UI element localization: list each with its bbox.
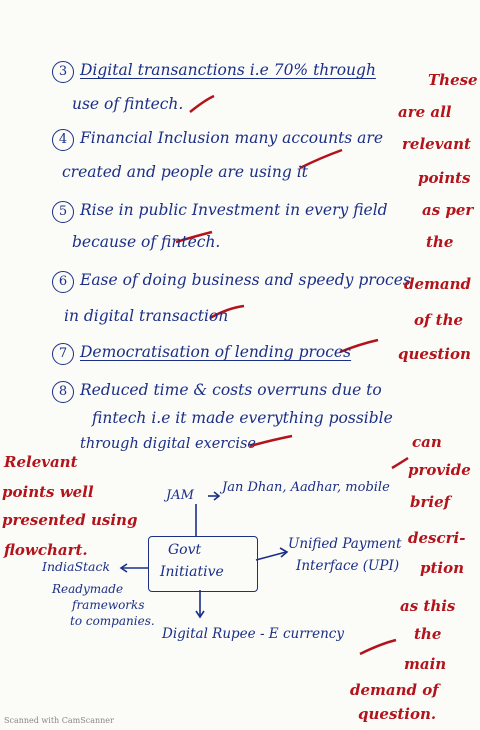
flowchart-top-expansion: Jan Dhan, Aadhar, mobile [222,480,390,495]
flowchart-left-label-3: frameworks [72,598,145,612]
point-8-line-2: fintech i.e it made everything possible [92,409,393,427]
flowchart-left-label-1: IndiaStack [42,559,111,574]
flowchart-left-label-2: Readymade [52,582,124,596]
point-6-line-1: 6 Ease of doing business and speedy proces [52,270,411,293]
point-5-line-1: 5 Rise in public Investment in every field [52,200,388,223]
point-4-line-1: 4 Financial Inclusion many accounts are [52,128,383,151]
point-number: 8 [52,381,74,403]
point-number: 6 [52,271,74,293]
flowchart-left-label-4: to companies. [70,614,155,628]
point-3-line-1: 3 Digital transanctions i.e 70% through [52,60,376,83]
point-number: 7 [52,343,74,365]
flowchart-right-label-2: Interface (UPI) [296,558,400,574]
point-5-line-2: because of fintech. [72,233,221,251]
flowchart-right-label-1: Unified Payment [288,536,402,552]
flowchart-bottom-node: Digital Rupee - E currency [162,626,344,642]
point-number: 4 [52,129,74,151]
point-number: 3 [52,61,74,83]
point-8-line-1: 8 Reduced time & costs overruns due to [52,380,382,403]
scanner-watermark: Scanned with CamScanner [4,716,114,725]
point-4-line-2: created and people are using it [62,163,308,181]
point-number: 5 [52,201,74,223]
flowchart-center-label-2: Initiative [160,564,224,580]
point-7-line-1: 7 Democratisation of lending proces [52,342,351,365]
point-8-line-3: through digital exercise [80,436,257,452]
flowchart-top-node: JAM [166,488,194,503]
point-6-line-2: in digital transaction [64,307,229,325]
notes-page: 3 Digital transanctions i.e 70% through use of fintech. 4 Financial Inclusion many accounts are created and people are using it 5 Rise in public Investment in every field because of fintech. 6 Ease of doing business and speedy proces in digital transaction 7 Democratisation of lending proces 8 Reduced time & costs overruns due to fintech i.e it made everything possible through digital exercise JAM Jan Dhan, Aadhar, mobile Govt Initiative Unified Payment Interface (UPI) IndiaStack Readymade frameworks to companies. Digital Rupee - E currency These are all relevant points as per the demand of the question Relevant points well presented using flowchart. can provide brief descri- ption as this the main demand of question. Scanned with CamScanner [0,0,480,730]
flowchart-center-label-1: Govt [168,542,202,558]
point-3-line-2: use of fintech. [72,95,184,113]
